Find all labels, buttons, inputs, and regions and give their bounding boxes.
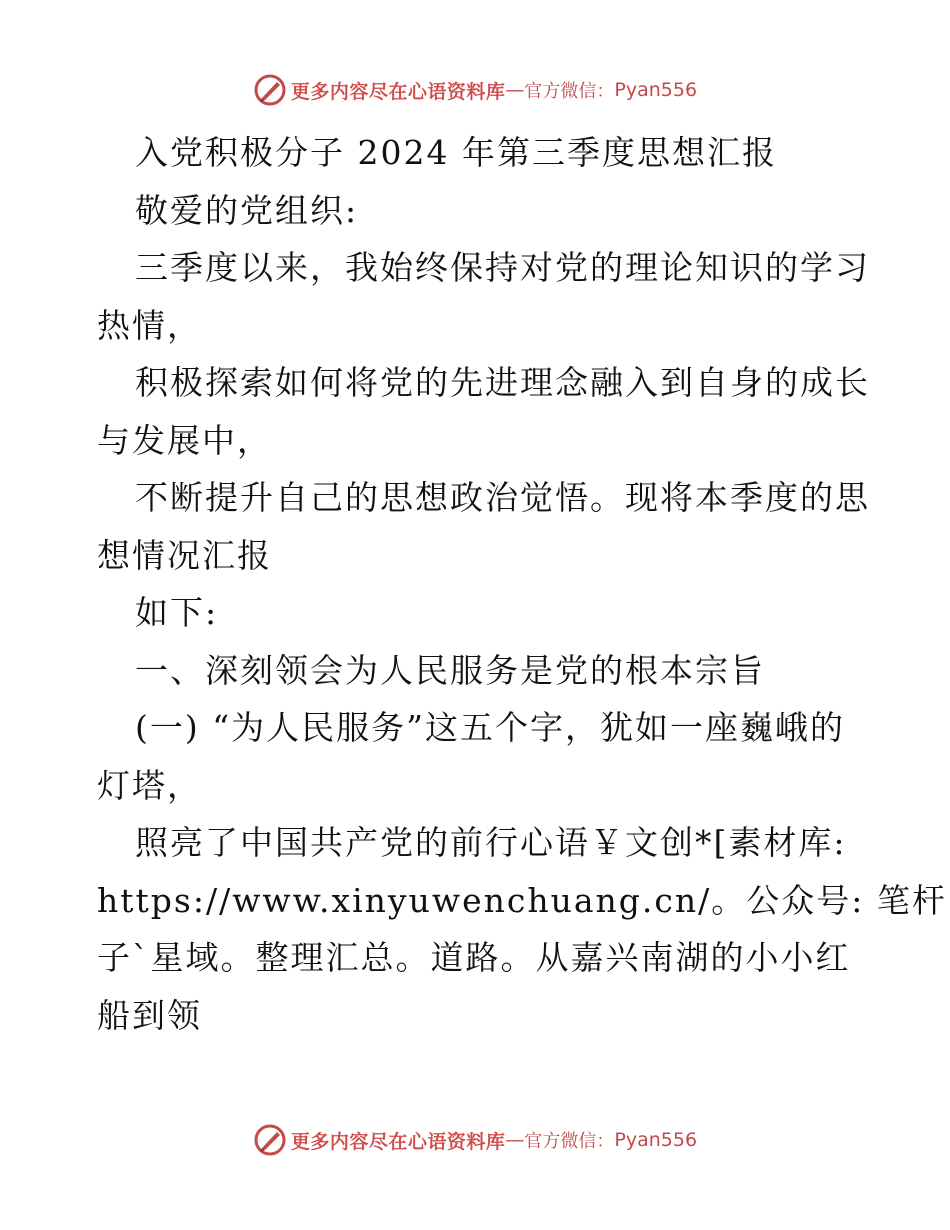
quill-logo-icon bbox=[253, 73, 287, 107]
document-line: 不断提升自己的思想政治觉悟。现将本季度的思 bbox=[135, 478, 870, 517]
document-line: 入党积极分子 2024 年第三季度思想汇报 bbox=[135, 133, 777, 172]
document-line: (一) “为人民服务”这五个字，犹如一座巍峨的 bbox=[135, 708, 845, 747]
document-line: 敬爱的党组织: bbox=[135, 190, 359, 230]
document-line: https://www.xinyuwenchuang.cn/。公众号: 笔杆 bbox=[97, 880, 947, 920]
document-body bbox=[97, 124, 947, 1044]
watermark-separator: — bbox=[505, 1129, 525, 1151]
footer-watermark bbox=[0, 1122, 950, 1158]
watermark-main-text: 更多内容尽在心语资料库 bbox=[290, 1130, 506, 1153]
document-line: 如下: bbox=[135, 593, 219, 632]
watermark-main-text: 更多内容尽在心语资料库 bbox=[290, 80, 506, 103]
quill-logo-icon bbox=[253, 1123, 287, 1157]
document-line: 一、深刻领会为人民服务是党的根本宗旨 bbox=[135, 650, 765, 690]
document-line: 与发展中， bbox=[97, 420, 272, 460]
document-line: 想情况汇报 bbox=[97, 535, 272, 575]
watermark-wechat-label: 官方微信： bbox=[524, 81, 615, 102]
document-line: 子`星域。整理汇总。道路。从嘉兴南湖的小小红 bbox=[97, 938, 851, 977]
document-line: 三季度以来，我始终保持对党的理论知识的学习 bbox=[135, 248, 870, 287]
document-line: 积极探索如何将党的先进理念融入到自身的成长 bbox=[135, 363, 870, 402]
header-watermark bbox=[0, 72, 950, 108]
watermark-wechat-label: 官方微信： bbox=[524, 1131, 615, 1152]
watermark-wechat-id: Pyan556 bbox=[614, 79, 698, 101]
watermark-wechat-id: Pyan556 bbox=[614, 1129, 698, 1151]
document-line: 热情， bbox=[97, 305, 202, 345]
document-line: 照亮了中国共产党的前行心语￥文创*[素材库: bbox=[135, 823, 847, 862]
watermark-separator: — bbox=[505, 79, 525, 101]
document-line: 船到领 bbox=[97, 995, 202, 1035]
document-line: 灯塔， bbox=[97, 765, 202, 805]
